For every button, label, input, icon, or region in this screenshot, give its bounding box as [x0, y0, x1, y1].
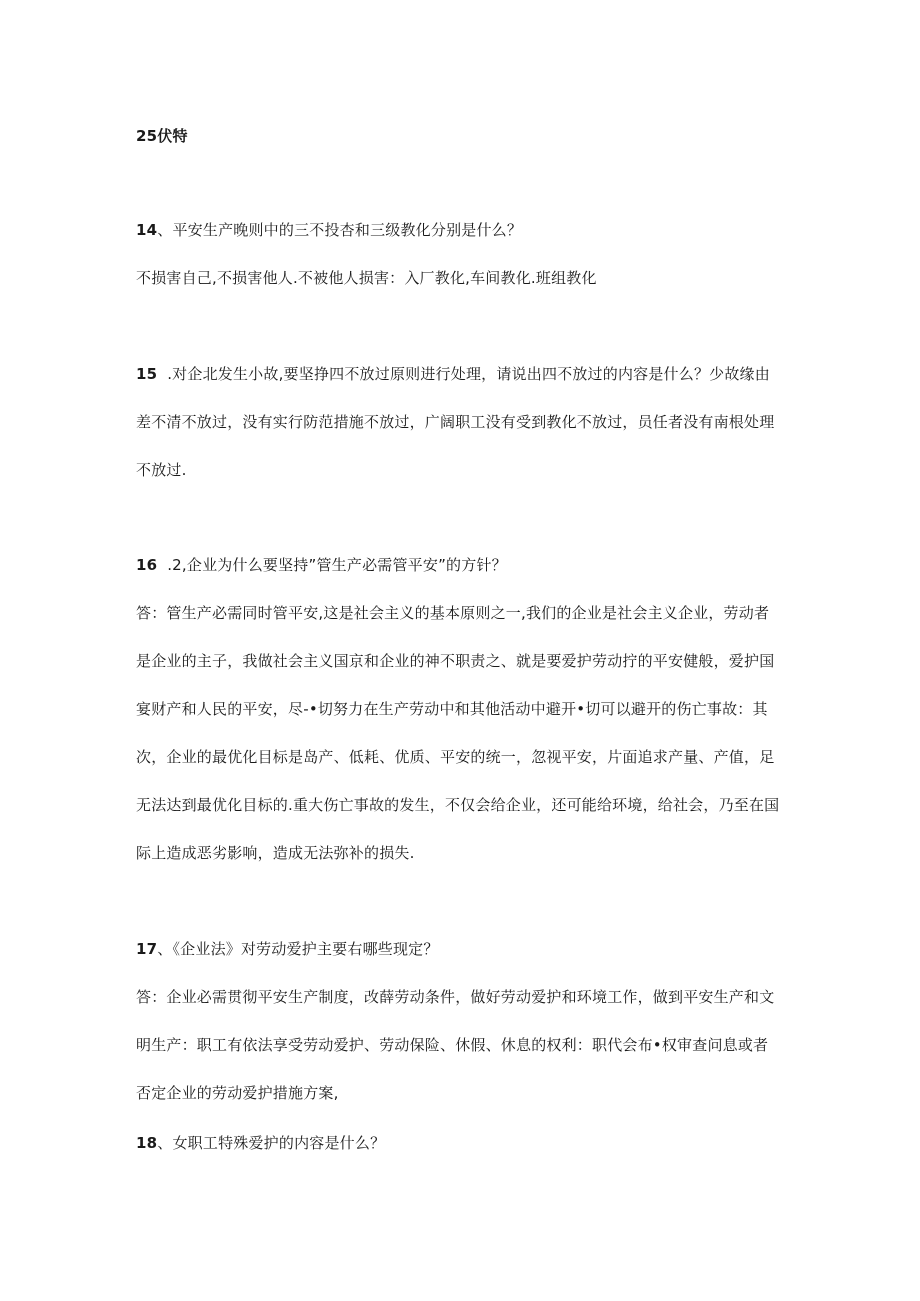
question-text: 、平安生产晚则中的三不投杏和三级教化分别是什么？ [157, 221, 523, 239]
question-text: .2,企业为什么要坚持”管生产必需管平安”的方针？ [157, 556, 507, 574]
answer-text: 次，企业的最优化目标是岛产、低耗、优质、平安的统一，忽视平安，片面追求产量、产值，足 [136, 748, 775, 766]
question-14 [136, 220, 522, 240]
question-text: 、《企业法》对劳动爱护主要右哪些现定？ [157, 940, 439, 958]
answer-text: 宴财产和人民的平安，尽-•切努力在生产劳动中和其他活动中避开•切可以避开的伤亡事故：其 [136, 700, 768, 718]
answer-15-line-1 [136, 412, 774, 432]
answer-text: 是企业的主子，我做社会主义国京和企业的神不职责之、就是要爱护劳动拧的平安健般，爱护国 [136, 652, 775, 670]
question-number: 16 [136, 556, 158, 574]
answer-text: 答：管生产必需同时管平安,这是社会主义的基本原则之一,我们的企业是社会主义企业，劳动者 [136, 604, 770, 622]
question-18 [136, 1133, 385, 1153]
answer-text: 否定企业的劳动爱护措施方案, [136, 1084, 339, 1102]
answer-16-line-5 [136, 795, 779, 815]
question-16 [136, 555, 507, 575]
answer-16-line-1 [136, 603, 769, 623]
answer-line [136, 126, 188, 146]
answer-16-line-4 [136, 747, 774, 767]
answer-text: 不放过. [136, 461, 187, 479]
answer-17-line-3 [136, 1083, 339, 1103]
answer-16-line-2 [136, 651, 774, 671]
answer-14-line-1 [136, 268, 597, 288]
question-15 [136, 364, 770, 384]
answer-text: 明生产：职工有依法享受劳动爱护、劳动保险、休假、休息的权利：职代会布•权审查问息或者 [136, 1036, 769, 1054]
answer-text: 不损害自己,不损害他人.不被他人损害：入厂教化,车间教化.班组教化 [136, 269, 597, 287]
answer-text: 答：企业必需贯彻平安生产制度，改薛劳动条件，做好劳动爱护和环境工作，做到平安生产和文 [136, 988, 775, 1006]
answer-17-line-2 [136, 1035, 768, 1055]
answer-17-line-1 [136, 987, 774, 1007]
question-text: .对企北发生小故,要坚挣四不放过原则进行处理，请说出四不放过的内容是什么？少故缘由 [157, 365, 770, 383]
answer-16-line-3 [136, 699, 768, 719]
question-number: 15 [136, 365, 158, 383]
answer-16-line-6 [136, 843, 415, 863]
question-number: 18 [136, 1134, 158, 1152]
answer-15-line-2 [136, 460, 187, 480]
answer-text: 差不清不放过，没有实行防范措施不放过，广阔职工没有受到教化不放过，员任者没有南根处理 [136, 413, 775, 431]
question-number: 14 [136, 221, 158, 239]
question-17 [136, 939, 439, 959]
question-number: 17 [136, 940, 158, 958]
answer-text: 无法达到最优化目标的.重大伤亡事故的发生，不仅会给企业，还可能给环境，给社会，乃至在国 [136, 796, 780, 814]
answer-text: 际上造成恶劣影响，造成无法弥补的损失. [136, 844, 415, 862]
question-text: 、女职工特殊爱护的内容是什么？ [157, 1134, 386, 1152]
answer-text: 25伏特 [136, 127, 188, 145]
